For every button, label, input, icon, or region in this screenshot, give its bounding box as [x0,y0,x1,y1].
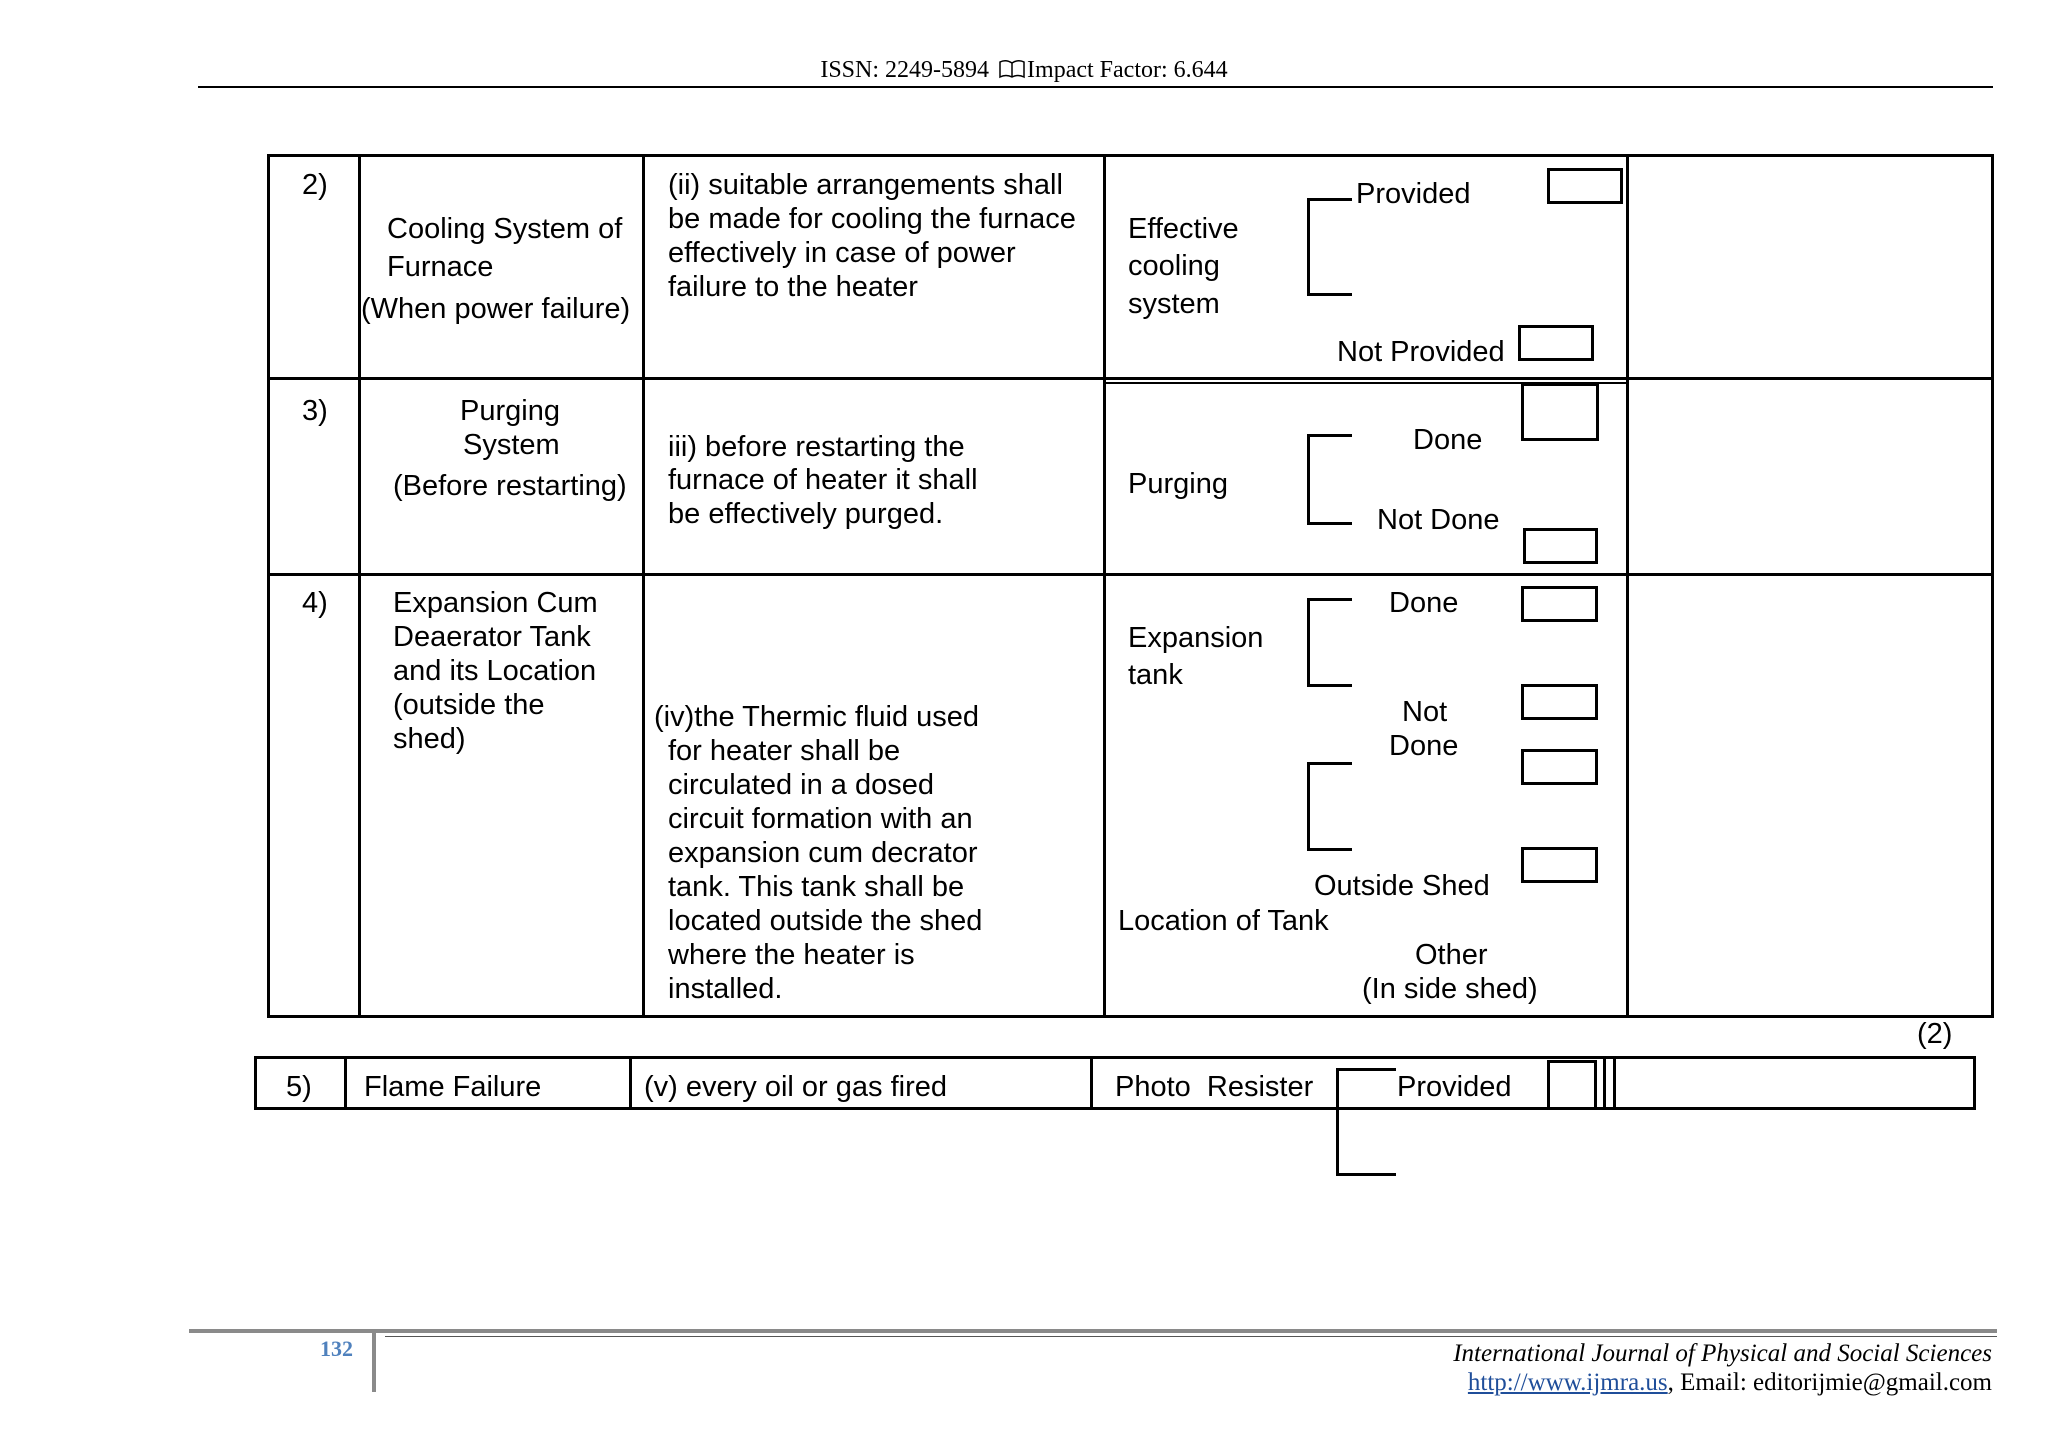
page-marker: (2) [1917,1018,1953,1050]
item-line: (When power failure) [361,293,631,325]
row-number: 4) [302,587,328,619]
option-label: Provided [1356,178,1471,210]
requirement-line: located outside the shed [668,905,983,937]
checkbox-provided[interactable] [1547,1060,1597,1110]
impact-factor-text: Impact Factor: 6.644 [1027,57,1228,83]
footer-rule-vertical [372,1329,376,1392]
checkbox-not-done[interactable] [1521,684,1598,720]
option-label: Done [1389,587,1459,619]
item-line: Furnace [387,251,494,283]
email-text: , Email: editorijmie@gmail.com [1667,1369,1992,1396]
requirement-line: effectively in case of power [668,237,1016,269]
requirement-line: failure to the heater [668,271,918,303]
row-number: 2) [302,169,328,201]
check-label: Photo Resister [1115,1071,1314,1103]
row-divider [267,573,1994,576]
item-label: Flame Failure [364,1071,542,1103]
option-label: Outside Shed [1314,870,1490,902]
requirement-line: tank. This tank shall be [668,871,965,903]
item-line: Purging [460,395,560,427]
option-bracket [1307,598,1352,687]
column-divider [1090,1056,1093,1110]
option-bracket [1307,434,1352,525]
checkbox-done[interactable] [1521,383,1599,441]
location-label: Location of Tank [1118,905,1329,937]
column-divider [629,1056,632,1110]
option-bracket [1307,762,1352,851]
requirement-line: (iv)the Thermic fluid used [654,701,980,733]
option-label: Done [1389,730,1459,762]
row-number: 3) [302,395,328,427]
footer-rule [189,1329,1997,1333]
journal-header [0,56,2048,86]
checkbox-not-done[interactable] [1523,528,1598,564]
item-line: and its Location [393,655,597,687]
requirement-line: expansion cum decrator [668,837,978,869]
journal-name: International Journal of Physical and Social Sciences [1453,1340,1992,1367]
option-label: Done [1413,424,1483,456]
option-label: Not Done [1377,504,1500,536]
requirement-line: (ii) suitable arrangements shall [668,169,1063,201]
column-divider [1613,1056,1616,1110]
requirement-line: installed. [668,973,783,1005]
checkbox-other[interactable] [1521,847,1598,883]
requirement-line: circuit formation with an [668,803,973,835]
requirement-line: be made for cooling the furnace [668,203,1076,235]
row-divider [267,377,1994,380]
checkbox-outside-shed[interactable] [1521,749,1598,785]
item-line: shed) [393,723,466,755]
requirement-line: for heater shall be [668,735,901,767]
column-divider [1103,154,1106,1018]
option-label: Provided [1397,1071,1512,1103]
book-icon [999,58,1025,86]
requirement-line: be effectively purged. [668,498,944,530]
option-bracket [1336,1068,1396,1176]
column-divider [1603,1056,1606,1110]
checkbox-provided[interactable] [1547,168,1623,204]
check-label: tank [1128,659,1183,691]
requirement-line: furnace of heater it shall [668,464,978,496]
requirement-line: where the heater is [668,939,915,971]
option-label: Other [1415,939,1488,971]
item-line: (Before restarting) [393,470,627,502]
journal-link[interactable]: http://www.ijmra.us [1467,1369,1668,1396]
page-number: 132 [320,1336,353,1361]
checkbox-done[interactable] [1521,586,1598,622]
option-label: Not [1402,696,1448,728]
check-label: Effective [1128,213,1239,245]
row-number: 5) [286,1071,312,1103]
requirement-line: (v) every oil or gas fired [644,1071,947,1103]
check-label: Purging [1128,468,1228,500]
issn-text: ISSN: 2249-5894 [820,57,990,83]
contact-line [1468,1369,1992,1397]
column-divider [344,1056,347,1110]
requirement-line: iii) before restarting the [668,431,965,463]
check-label: Expansion [1128,622,1264,654]
item-line: Cooling System of [387,213,623,245]
checkbox-not-provided[interactable] [1518,325,1594,361]
check-label: cooling [1128,250,1220,282]
item-line: Deaerator Tank [393,621,591,653]
option-bracket [1307,198,1352,296]
option-label: Not Provided [1337,336,1505,368]
item-line: Expansion Cum [393,587,598,619]
item-line: System [463,429,560,461]
column-divider [642,154,645,1018]
option-label: (In side shed) [1362,973,1538,1005]
requirement-line: circulated in a dosed [668,769,934,801]
column-divider [1626,154,1629,1018]
check-label: system [1128,288,1220,320]
item-line: (outside the [393,689,545,721]
column-divider [358,154,361,1018]
footer-rule-thin [385,1336,1997,1337]
header-rule [198,86,1993,88]
